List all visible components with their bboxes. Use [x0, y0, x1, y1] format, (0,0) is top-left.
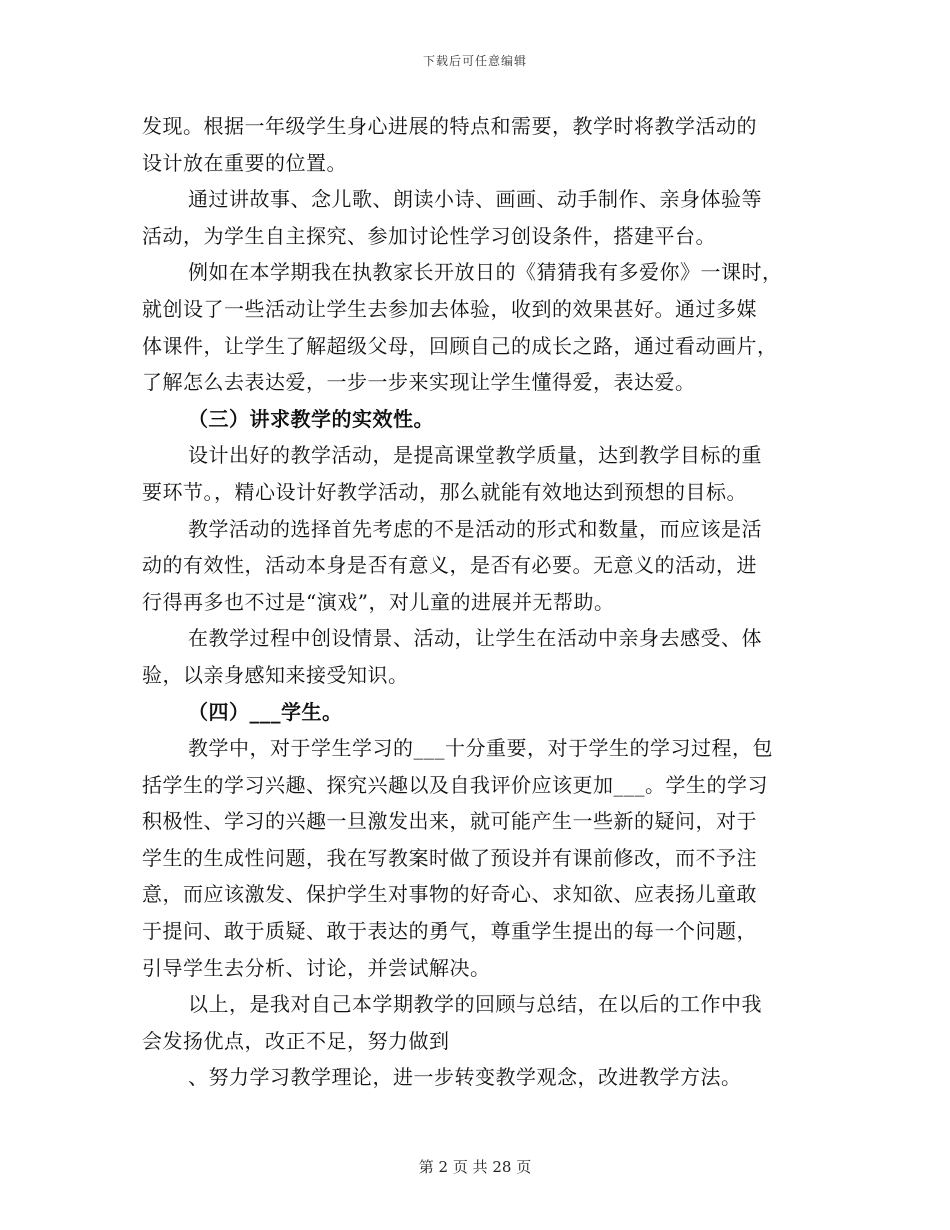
page-number-footer: 第 2 页 共 28 页 — [418, 1158, 532, 1176]
paragraph-line: 通过讲故事、念儿歌、朗读小诗、画画、动手制作、亲身体验等 — [188, 187, 762, 212]
paragraph-line: 在教学过程中创设情景、活动，让学生在活动中亲身去感受、体 — [188, 626, 762, 651]
paragraph-line: 引导学生去分析、讨论，并尝试解决。 — [142, 955, 491, 980]
paragraph-line: 设计放在重要的位置。 — [142, 150, 347, 175]
paragraph-line: 意，而应该激发、保护学生对事物的好奇心、求知欲、应表扬儿童敢 — [142, 882, 757, 907]
section-heading: （三）讲求教学的实效性。 — [188, 406, 434, 431]
paragraph-line: 、努力学习教学理论，进一步转变教学观念，改进教学方法。 — [188, 1065, 742, 1090]
paragraph-line: 了解怎么去表达爱，一步一步来实现让学生懂得爱，表达爱。 — [142, 370, 696, 395]
paragraph-line: 验，以亲身感知来接受知识。 — [142, 662, 409, 687]
paragraph-line: 积极性、学习的兴趣一旦激发出来，就可能产生一些新的疑问，对于 — [142, 809, 757, 834]
paragraph-line: 括学生的学习兴趣、探究兴趣以及自我评价应该更加___。学生的学习 — [142, 772, 768, 797]
paragraph-line: 行得再多也不过是“演戏”，对儿童的进展并无帮助。 — [142, 589, 615, 614]
paragraph-line: 体课件，让学生了解超级父母，回顾自己的成长之路，通过看动画片， — [142, 333, 778, 358]
section-heading: （四）___学生。 — [188, 699, 343, 724]
paragraph-line: 要环节。，精心设计好教学活动，那么就能有效地达到预想的目标。 — [142, 479, 747, 504]
paragraph-line: 动的有效性，活动本身是否有意义，是否有必要。无意义的活动，进 — [142, 553, 757, 578]
paragraph-line: 活动，为学生自主探究、参加讨论性学习创设条件，搭建平台。 — [142, 223, 716, 248]
paragraph-line: 以上，是我对自己本学期教学的回顾与总结，在以后的工作中我 — [188, 992, 762, 1017]
paragraph-line: 学生的生成性问题，我在写教案时做了预设并有课前修改，而不予注 — [142, 845, 757, 870]
paragraph-line: 例如在本学期我在执教家长开放日的《猜猜我有多爱你》一课时， — [188, 260, 783, 285]
paragraph-line: 设计出好的教学活动，是提高课堂教学质量，达到教学目标的重 — [188, 443, 762, 468]
document-body — [142, 108, 814, 1096]
page-header: 下载后可任意编辑 — [422, 54, 527, 68]
paragraph-line: 发现。根据一年级学生身心进展的特点和需要，教学时将教学活动的 — [142, 114, 757, 138]
paragraph-line: 于提问、敢于质疑、敢于表达的勇气，尊重学生提出的每一个问题， — [142, 919, 757, 944]
paragraph-line: 会发扬优点，改正不足，努力做到 — [142, 1028, 450, 1053]
paragraph-line: 就创设了一些活动让学生去参加去体验，收到的效果甚好。通过多媒 — [142, 296, 757, 321]
paragraph-line: 教学活动的选择首先考虑的不是活动的形式和数量，而应该是活 — [188, 516, 762, 541]
paragraph-line: 教学中，对于学生学习的___十分重要，对于学生的学习过程，包 — [188, 736, 773, 761]
